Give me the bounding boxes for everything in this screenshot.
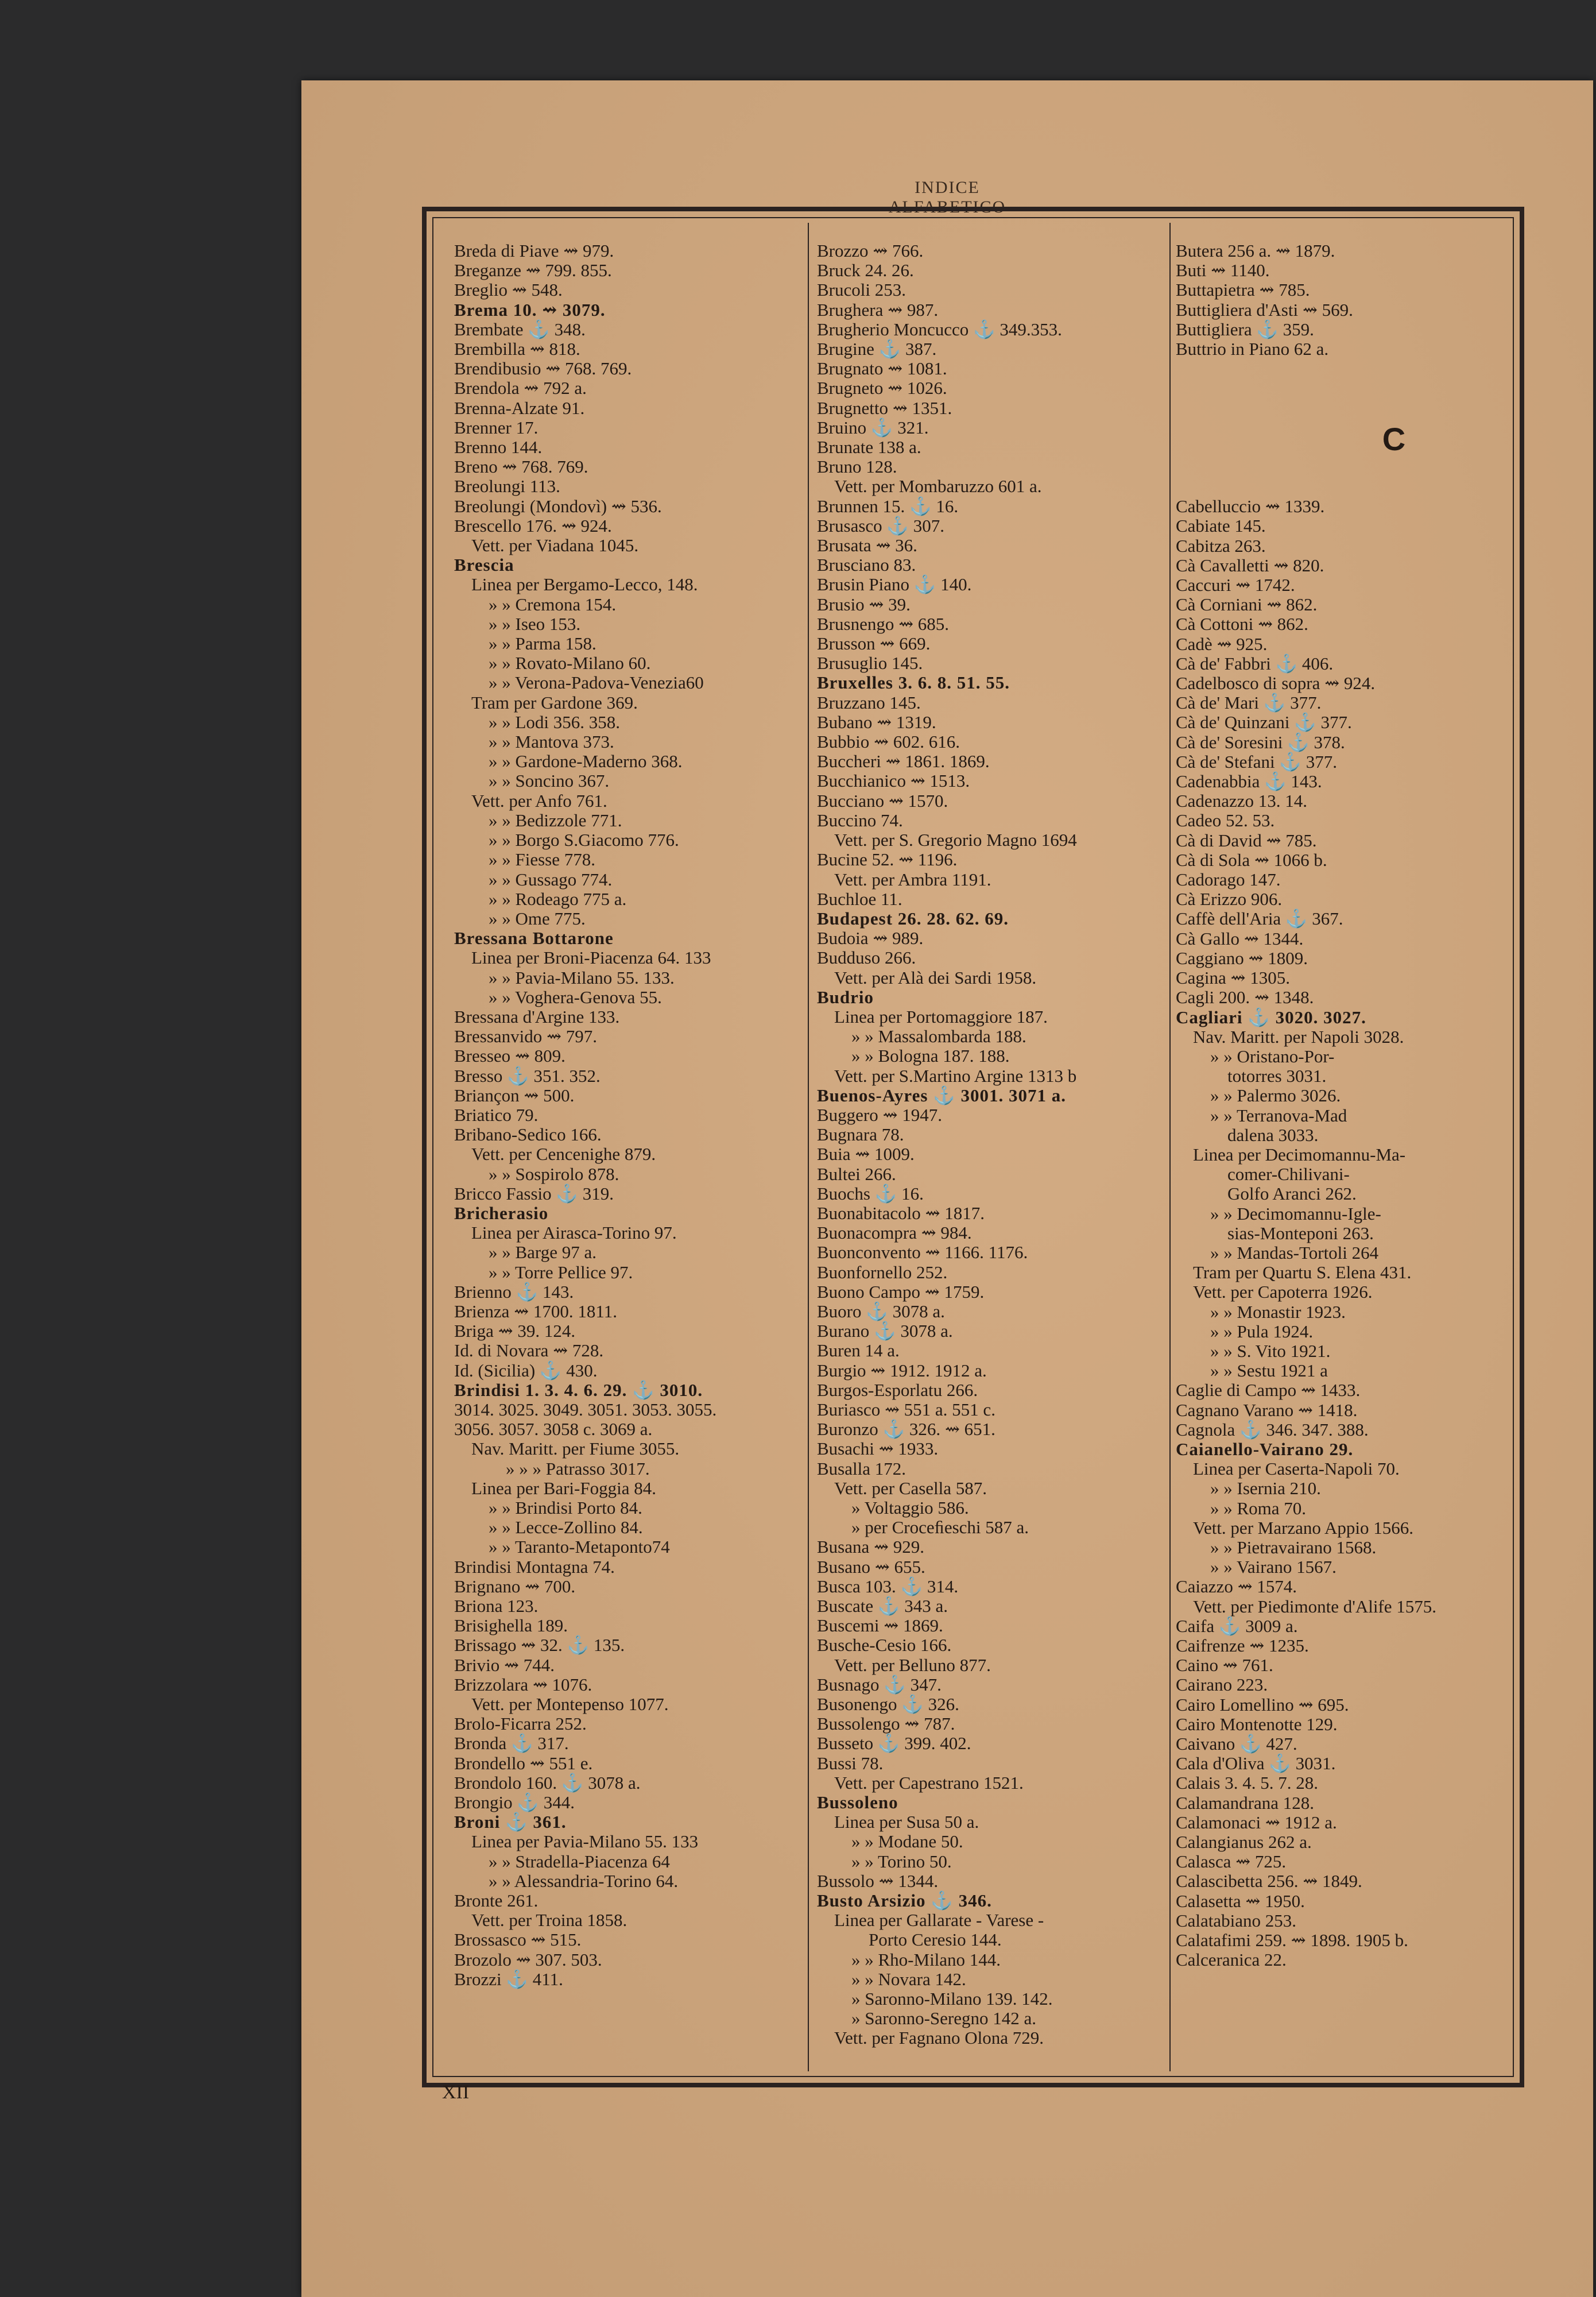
index-entry: » » Vairano 1567. bbox=[1210, 1557, 1337, 1577]
index-entry: Vett. per Casella 587. bbox=[834, 1478, 987, 1498]
index-entry: Breno ⇝ 768. 769. bbox=[454, 457, 588, 477]
index-entry: Brugnetto ⇝ 1351. bbox=[817, 397, 952, 418]
index-entry: Briga ⇝ 39. 124. bbox=[454, 1321, 576, 1341]
index-entry: Brindisi Montagna 74. bbox=[454, 1556, 615, 1577]
index-entry: » » Pula 1924. bbox=[1210, 1321, 1314, 1341]
index-entry: Buggero ⇝ 1947. bbox=[817, 1104, 942, 1125]
index-entry: Cagnola ⚓ 346. 347. 388. bbox=[1176, 1419, 1369, 1440]
index-column-2 bbox=[817, 241, 1167, 2048]
index-entry: » » Monastir 1923. bbox=[1210, 1301, 1346, 1322]
index-entry: » » Rovato-Milano 60. bbox=[489, 653, 651, 674]
index-entry: » » Brindisi Porto 84. bbox=[489, 1498, 642, 1518]
index-entry: 3014. 3025. 3049. 3051. 3053. 3055. bbox=[454, 1399, 717, 1420]
index-entry: Bronte 261. bbox=[454, 1890, 539, 1911]
index-entry: » » Lodi 356. 358. bbox=[489, 711, 621, 732]
index-entry: Vett. per Piedimonte d'Alife 1575. bbox=[1193, 1596, 1437, 1617]
index-entry: Linea per Bari-Foggia 84. bbox=[471, 1478, 656, 1498]
index-entry: Bruck 24. 26. bbox=[817, 260, 914, 281]
index-entry: Breolungi 113. bbox=[454, 476, 560, 497]
index-entry: Brenner 17. bbox=[454, 417, 539, 438]
index-entry: Bussolo ⇝ 1344. bbox=[817, 1870, 939, 1891]
index-entry: Vett. per Capoterra 1926. bbox=[1193, 1282, 1373, 1302]
index-entry: Buti ⇝ 1140. bbox=[1176, 260, 1270, 281]
index-entry: Brusson ⇝ 669. bbox=[817, 633, 931, 654]
index-entry: Brusasco ⚓ 307. bbox=[817, 515, 944, 536]
index-entry: Brolo-Ficarra 252. bbox=[454, 1714, 587, 1734]
index-entry: Linea per Caserta-Napoli 70. bbox=[1193, 1459, 1400, 1479]
index-entry: Brusin Piano ⚓ 140. bbox=[817, 574, 972, 595]
index-entry: Cà de' Stefani ⚓ 377. bbox=[1176, 751, 1337, 772]
index-entry: Busche-Cesio 166. bbox=[817, 1635, 952, 1656]
index-entry: Vett. per Mombaruzzo 601 a. bbox=[834, 476, 1042, 497]
index-entry: Bucchianico ⇝ 1513. bbox=[817, 771, 970, 791]
index-entry: Brozzo ⇝ 766. bbox=[817, 241, 924, 261]
index-entry: Tram per Quartu S. Elena 431. bbox=[1193, 1262, 1412, 1283]
index-entry: Breolungi (Mondovì) ⇝ 536. bbox=[454, 496, 662, 516]
index-column-3-bottom bbox=[1176, 497, 1509, 1970]
index-entry: Bresseo ⇝ 809. bbox=[454, 1046, 565, 1066]
index-entry: Id. (Sicilia) ⚓ 430. bbox=[454, 1360, 598, 1380]
index-entry: Butera 256 a. ⇝ 1879. bbox=[1176, 241, 1335, 261]
index-entry: Brissago ⇝ 32. ⚓ 135. bbox=[454, 1635, 625, 1656]
index-entry: Buoro ⚓ 3078 a. bbox=[817, 1301, 945, 1321]
index-entry: Budapest 26. 28. 62. 69. bbox=[817, 908, 1009, 929]
index-entry: Linea per Pavia-Milano 55. 133 bbox=[471, 1831, 699, 1852]
index-entry: Buttapietra ⇝ 785. bbox=[1176, 280, 1310, 300]
index-entry: Buttrio in Piano 62 a. bbox=[1176, 339, 1329, 359]
index-entry: Briançon ⇝ 500. bbox=[454, 1085, 575, 1105]
index-entry: Caiazzo ⇝ 1574. bbox=[1176, 1576, 1297, 1597]
index-entry: Breda di Piave ⇝ 979. bbox=[454, 241, 614, 261]
index-entry: Caianello-Vairano 29. bbox=[1176, 1438, 1354, 1459]
index-entry: Bruno 128. bbox=[817, 457, 897, 477]
index-entry: Buscate ⚓ 343 a. bbox=[817, 1596, 948, 1617]
index-entry: Bricco Fassio ⚓ 319. bbox=[454, 1183, 614, 1204]
index-entry: Brunate 138 a. bbox=[817, 437, 921, 458]
page-number: XII bbox=[442, 2082, 470, 2103]
index-entry: Vett. per Marzano Appio 1566. bbox=[1193, 1517, 1413, 1538]
index-entry: » » Massalombarda 188. bbox=[851, 1026, 1026, 1047]
column-rule-1 bbox=[808, 223, 809, 2071]
index-entry: Brusciano 83. bbox=[817, 555, 916, 575]
index-entry: Busano ⇝ 655. bbox=[817, 1556, 925, 1577]
index-entry: » » Torre Pellice 97. bbox=[489, 1262, 633, 1282]
index-frame bbox=[422, 207, 1524, 2087]
index-entry: Brugine ⚓ 387. bbox=[817, 339, 937, 359]
index-entry: Budduso 266. bbox=[817, 948, 916, 968]
index-entry: Calceranica 22. bbox=[1176, 1950, 1287, 1970]
index-entry: Busto Arsizio ⚓ 346. bbox=[817, 1890, 992, 1911]
index-entry: Cà de' Soresini ⚓ 378. bbox=[1176, 732, 1345, 752]
index-entry: » » Soncino 367. bbox=[489, 771, 610, 791]
index-entry: Brema 10. ⇝ 3079. bbox=[454, 299, 606, 320]
index-entry: Vett. per Viadana 1045. bbox=[471, 535, 639, 556]
index-entry: Busca 103. ⚓ 314. bbox=[817, 1576, 959, 1596]
index-entry: Brescia bbox=[454, 555, 514, 575]
index-entry: Cà Gallo ⇝ 1344. bbox=[1176, 928, 1304, 949]
index-entry: » » Lecce-Zollino 84. bbox=[489, 1517, 643, 1538]
index-entry: Caccuri ⇝ 1742. bbox=[1176, 575, 1295, 595]
index-entry: Vett. per Capestrano 1521. bbox=[834, 1772, 1024, 1793]
index-entry: 3056. 3057. 3058 c. 3069 a. bbox=[454, 1419, 653, 1440]
index-entry: Golfo Aranci 262. bbox=[1227, 1184, 1357, 1204]
index-entry: Busnago ⚓ 347. bbox=[817, 1674, 942, 1695]
index-entry: Buccino 74. bbox=[817, 810, 903, 830]
index-entry: Cadeo 52. 53. bbox=[1176, 810, 1275, 831]
index-entry: » » Isernia 210. bbox=[1210, 1478, 1321, 1499]
index-entry: Calatabiano 253. bbox=[1176, 1910, 1297, 1931]
index-entry: Briatico 79. bbox=[454, 1104, 539, 1125]
index-entry: » per Croceﬁeschi 587 a. bbox=[851, 1517, 1029, 1538]
index-entry: » » Bedizzole 771. bbox=[489, 810, 622, 830]
index-entry: Cà Corniani ⇝ 862. bbox=[1176, 594, 1318, 615]
index-entry: Brisighella 189. bbox=[454, 1615, 568, 1636]
index-entry: » » Stradella-Piacenza 64 bbox=[489, 1851, 670, 1871]
index-entry: Bussi 78. bbox=[817, 1753, 884, 1773]
index-entry: Brienza ⇝ 1700. 1811. bbox=[454, 1301, 617, 1321]
index-entry: Cagliari ⚓ 3020. 3027. bbox=[1176, 1007, 1366, 1027]
index-entry: Nav. Maritt. per Fiume 3055. bbox=[471, 1438, 680, 1459]
index-entry: » » Voghera-Genova 55. bbox=[489, 987, 662, 1007]
index-entry: Buttigliera ⚓ 359. bbox=[1176, 319, 1314, 339]
index-entry: » » Sestu 1921 a bbox=[1210, 1360, 1328, 1381]
index-entry: Brienno ⚓ 143. bbox=[454, 1281, 574, 1302]
index-entry: Cadenazzo 13. 14. bbox=[1176, 791, 1307, 811]
index-entry: Broni ⚓ 361. bbox=[454, 1812, 567, 1832]
index-entry: Bressana Bottarone bbox=[454, 928, 614, 949]
index-entry: Calatafimi 259. ⇝ 1898. 1905 b. bbox=[1176, 1930, 1408, 1951]
index-entry: Vett. per S. Gregorio Magno 1694 bbox=[834, 830, 1077, 850]
index-entry: Buochs ⚓ 16. bbox=[817, 1183, 924, 1204]
index-entry: Caifa ⚓ 3009 a. bbox=[1176, 1615, 1298, 1636]
index-entry: Brusuglio 145. bbox=[817, 653, 923, 674]
index-entry: Calasetta ⇝ 1950. bbox=[1176, 1890, 1305, 1911]
index-entry: Brondello ⇝ 551 e. bbox=[454, 1753, 593, 1773]
index-entry: Caggiano ⇝ 1809. bbox=[1176, 948, 1308, 968]
index-entry: » » Torino 50. bbox=[851, 1851, 952, 1871]
index-entry: » » Novara 142. bbox=[851, 1969, 966, 1989]
index-entry: Caivano ⚓ 427. bbox=[1176, 1734, 1297, 1754]
index-entry: Linea per Airasca-Torino 97. bbox=[471, 1223, 677, 1243]
index-entry: Cà de' Quinzani ⚓ 377. bbox=[1176, 712, 1352, 733]
index-entry: Cà de' Mari ⚓ 377. bbox=[1176, 693, 1322, 713]
index-entry: Bultei 266. bbox=[817, 1163, 896, 1184]
index-entry: totorres 3031. bbox=[1227, 1066, 1327, 1086]
index-entry: » » Verona-Padova-Venezia60 bbox=[489, 672, 704, 693]
index-entry: Cà Cavalletti ⇝ 820. bbox=[1176, 555, 1324, 575]
index-entry: Brenna-Alzate 91. bbox=[454, 397, 585, 418]
index-entry: Brignano ⇝ 700. bbox=[454, 1576, 576, 1596]
index-entry: Buonabitacolo ⇝ 1817. bbox=[817, 1202, 985, 1223]
index-entry: Buscemi ⇝ 1869. bbox=[817, 1615, 943, 1636]
index-entry: Id. di Novara ⇝ 728. bbox=[454, 1340, 604, 1361]
index-entry: » » Decimomannu-Igle- bbox=[1210, 1203, 1381, 1224]
index-entry: Bussoleno bbox=[817, 1792, 898, 1813]
index-entry: Busana ⇝ 929. bbox=[817, 1537, 924, 1557]
index-entry: Burgio ⇝ 1912. 1912 a. bbox=[817, 1360, 987, 1380]
index-entry: Cagli 200. ⇝ 1348. bbox=[1176, 987, 1314, 1008]
index-entry: Brembilla ⇝ 818. bbox=[454, 339, 580, 359]
index-entry: Buttigliera d'Asti ⇝ 569. bbox=[1176, 299, 1353, 320]
index-entry: Bruino ⚓ 321. bbox=[817, 417, 929, 438]
index-entry: Brongio ⚓ 344. bbox=[454, 1792, 575, 1813]
index-entry: Bricherasio bbox=[454, 1202, 549, 1223]
index-entry: Breganze ⇝ 799. 855. bbox=[454, 260, 612, 281]
index-entry: Burano ⚓ 3078 a. bbox=[817, 1321, 953, 1341]
index-entry: Calais 3. 4. 5. 7. 28. bbox=[1176, 1773, 1318, 1793]
index-entry: Linea per Decimomannu-Ma- bbox=[1193, 1144, 1406, 1165]
index-entry: Brozolo ⇝ 307. 503. bbox=[454, 1949, 602, 1970]
index-entry: Buriasco ⇝ 551 a. 551 c. bbox=[817, 1399, 995, 1420]
index-entry: Brizzolara ⇝ 1076. bbox=[454, 1674, 592, 1695]
index-entry: Bressanvido ⇝ 797. bbox=[454, 1026, 597, 1047]
index-entry: Brendibusio ⇝ 768. 769. bbox=[454, 358, 632, 379]
index-entry: Cà Erizzo 906. bbox=[1176, 889, 1283, 910]
index-entry: Buia ⇝ 1009. bbox=[817, 1144, 915, 1165]
index-entry: Cagnano Varano ⇝ 1418. bbox=[1176, 1399, 1358, 1420]
index-entry: Brivio ⇝ 744. bbox=[454, 1654, 555, 1675]
index-entry: Brusio ⇝ 39. bbox=[817, 594, 911, 614]
index-entry: Busonengo ⚓ 326. bbox=[817, 1694, 959, 1715]
index-entry: Buren 14 a. bbox=[817, 1340, 900, 1361]
index-entry: Bresso ⚓ 351. 352. bbox=[454, 1065, 601, 1086]
index-entry: » » Sospirolo 878. bbox=[489, 1163, 619, 1184]
index-entry: Brindisi 1. 3. 4. 6. 29. ⚓ 3010. bbox=[454, 1379, 703, 1400]
index-entry: Bressana d'Argine 133. bbox=[454, 1006, 620, 1027]
index-entry: » » Fiesse 778. bbox=[489, 849, 595, 870]
index-entry: Caino ⇝ 761. bbox=[1176, 1655, 1273, 1676]
index-entry: Brunnen 15. ⚓ 16. bbox=[817, 496, 959, 516]
index-entry: Bucciano ⇝ 1570. bbox=[817, 790, 948, 811]
index-entry: Cà Cottoni ⇝ 862. bbox=[1176, 614, 1308, 635]
index-entry: Buenos-Ayres ⚓ 3001. 3071 a. bbox=[817, 1085, 1067, 1105]
index-entry: Calamonaci ⇝ 1912 a. bbox=[1176, 1812, 1337, 1832]
index-entry: Busalla 172. bbox=[817, 1458, 906, 1479]
index-entry: comer-Chilivani- bbox=[1227, 1164, 1350, 1185]
index-column-3 bbox=[1176, 241, 1509, 1970]
index-entry: » » Palermo 3026. bbox=[1210, 1085, 1341, 1106]
index-entry: Budoia ⇝ 989. bbox=[817, 928, 924, 949]
index-entry: Cabitza 263. bbox=[1176, 535, 1266, 556]
index-entry: Cadelbosco di sopra ⇝ 924. bbox=[1176, 673, 1376, 694]
index-entry: Cairano 223. bbox=[1176, 1675, 1268, 1695]
index-entry: Calangianus 262 a. bbox=[1176, 1832, 1312, 1853]
index-entry: Cadè ⇝ 925. bbox=[1176, 633, 1268, 654]
index-entry: Caglie di Campo ⇝ 1433. bbox=[1176, 1380, 1361, 1401]
index-entry: Calasca ⇝ 725. bbox=[1176, 1851, 1287, 1872]
index-entry: Vett. per Belluno 877. bbox=[834, 1654, 991, 1675]
index-entry: Vett. per Alà dei Sardi 1958. bbox=[834, 967, 1037, 988]
index-entry: Vett. per Troina 1858. bbox=[471, 1910, 627, 1931]
index-entry: » » Oristano-Por- bbox=[1210, 1046, 1335, 1066]
index-entry: » » Gardone-Maderno 368. bbox=[489, 751, 683, 772]
index-entry: Vett. per Anfo 761. bbox=[471, 790, 607, 811]
index-entry: Brugherio Moncucco ⚓ 349.353. bbox=[817, 319, 1062, 339]
index-entry: Cala d'Oliva ⚓ 3031. bbox=[1176, 1753, 1336, 1774]
index-entry: » » Ome 775. bbox=[489, 908, 586, 929]
index-entry: Bucine 52. ⇝ 1196. bbox=[817, 849, 958, 870]
index-entry: » » Mandas-Tortoli 264 bbox=[1210, 1242, 1379, 1263]
index-entry: Linea per Gallarate - Varese - bbox=[834, 1910, 1044, 1931]
index-entry: » » Rho-Milano 144. bbox=[851, 1949, 1001, 1970]
index-entry: Linea per Susa 50 a. bbox=[834, 1812, 979, 1832]
index-entry: Breglio ⇝ 548. bbox=[454, 280, 563, 300]
index-entry: » » Bologna 187. 188. bbox=[851, 1046, 1010, 1066]
index-entry: » » Alessandria-Torino 64. bbox=[489, 1870, 679, 1891]
index-entry: Cabelluccio ⇝ 1339. bbox=[1176, 496, 1325, 517]
index-entry: Brescello 176. ⇝ 924. bbox=[454, 515, 612, 536]
index-entry: » » S. Vito 1921. bbox=[1210, 1340, 1331, 1361]
index-entry: Cagina ⇝ 1305. bbox=[1176, 968, 1291, 988]
spacer bbox=[1176, 474, 1509, 497]
index-entry: » » Borgo S.Giacomo 776. bbox=[489, 830, 679, 850]
index-entry: Bronda ⚓ 317. bbox=[454, 1733, 569, 1754]
index-entry: Calamandrana 128. bbox=[1176, 1792, 1315, 1813]
index-entry: Buronzo ⚓ 326. ⇝ 651. bbox=[817, 1419, 995, 1440]
index-entry: Cairo Montenotte 129. bbox=[1176, 1714, 1338, 1734]
index-entry: Caifrenze ⇝ 1235. bbox=[1176, 1635, 1309, 1656]
index-entry: » » Modane 50. bbox=[851, 1831, 963, 1852]
index-entry: Cà di Sola ⇝ 1066 b. bbox=[1176, 849, 1327, 870]
index-entry: Brondolo 160. ⚓ 3078 a. bbox=[454, 1772, 641, 1793]
index-entry: » » Pavia-Milano 55. 133. bbox=[489, 967, 675, 988]
index-entry: Linea per Portomaggiore 187. bbox=[834, 1006, 1048, 1027]
index-entry: Bugnara 78. bbox=[817, 1124, 904, 1145]
index-entry: » » Pietravairano 1568. bbox=[1210, 1537, 1377, 1557]
index-entry: Budrio bbox=[817, 987, 874, 1007]
index-entry: dalena 3033. bbox=[1227, 1124, 1319, 1145]
index-entry: Busachi ⇝ 1933. bbox=[817, 1438, 939, 1459]
index-entry: Nav. Maritt. per Napoli 3028. bbox=[1193, 1026, 1404, 1047]
index-entry: Brugneto ⇝ 1026. bbox=[817, 378, 947, 399]
index-entry: Briona 123. bbox=[454, 1596, 539, 1617]
index-entry: Buchloe 11. bbox=[817, 888, 902, 909]
index-entry: Bribano-Sedico 166. bbox=[454, 1124, 602, 1145]
index-entry: Busseto ⚓ 399. 402. bbox=[817, 1733, 971, 1754]
index-entry: Cabiate 145. bbox=[1176, 516, 1266, 536]
index-entry: Calascibetta 256. ⇝ 1849. bbox=[1176, 1871, 1362, 1892]
index-entry: » » Barge 97 a. bbox=[489, 1242, 596, 1263]
index-entry: Porto Ceresio 144. bbox=[869, 1929, 1002, 1950]
index-entry: Vett. per Fagnano Olona 729. bbox=[834, 2028, 1044, 2048]
index-entry: » » Cremona 154. bbox=[489, 594, 617, 614]
index-entry: Brenno 144. bbox=[454, 437, 543, 458]
spacer bbox=[1176, 359, 1509, 405]
index-entry: Vett. per S.Martino Argine 1313 b bbox=[834, 1065, 1077, 1086]
index-entry: Buonconvento ⇝ 1166. 1176. bbox=[817, 1242, 1028, 1263]
index-column-1 bbox=[454, 241, 793, 1989]
index-entry: Vett. per Cencenighe 879. bbox=[471, 1144, 656, 1165]
index-entry: Buonacompra ⇝ 984. bbox=[817, 1223, 972, 1243]
index-entry: » » Parma 158. bbox=[489, 633, 596, 654]
index-entry: Bussolengo ⇝ 787. bbox=[817, 1714, 955, 1734]
index-entry: Buonfornello 252. bbox=[817, 1262, 948, 1282]
index-entry: Buono Campo ⇝ 1759. bbox=[817, 1281, 985, 1302]
index-entry: Brendola ⇝ 792 a. bbox=[454, 378, 587, 399]
index-entry: Cà de' Fabbri ⚓ 406. bbox=[1176, 653, 1334, 674]
index-column-3-top bbox=[1176, 241, 1509, 359]
index-entry: Brossasco ⇝ 515. bbox=[454, 1929, 582, 1950]
index-entry: Brucoli 253. bbox=[817, 280, 906, 300]
index-entry: » » Iseo 153. bbox=[489, 613, 581, 634]
index-entry: » » Mantova 373. bbox=[489, 732, 614, 752]
index-entry: » » Rodeago 775 a. bbox=[489, 888, 627, 909]
index-entry: » » Terranova-Mad bbox=[1210, 1105, 1347, 1126]
page-header: INDICE ALFABETICO bbox=[888, 178, 1006, 216]
index-entry: » Saronno-Seregno 142 a. bbox=[851, 2008, 1036, 2029]
index-entry: Bruzzano 145. bbox=[817, 692, 921, 713]
index-entry: Brusata ⇝ 36. bbox=[817, 535, 917, 556]
index-entry: Bubano ⇝ 1319. bbox=[817, 711, 936, 732]
index-entry: Cairo Lomellino ⇝ 695. bbox=[1176, 1694, 1349, 1715]
index-entry: Bubbio ⇝ 602. 616. bbox=[817, 732, 960, 752]
index-entry: Cadorago 147. bbox=[1176, 869, 1281, 890]
index-entry: Cà di David ⇝ 785. bbox=[1176, 830, 1317, 850]
index-entry: sias-Monteponi 263. bbox=[1227, 1223, 1374, 1243]
index-entry: » Voltaggio 586. bbox=[851, 1498, 969, 1518]
index-entry: Cadenabbia ⚓ 143. bbox=[1176, 771, 1322, 792]
index-entry: Caffè dell'Aria ⚓ 367. bbox=[1176, 908, 1343, 929]
letter-heading: C bbox=[1382, 421, 1406, 458]
index-entry: » » Taranto-Metaponto74 bbox=[489, 1537, 670, 1557]
index-entry: Brughera ⇝ 987. bbox=[817, 299, 939, 320]
index-entry: » Saronno-Milano 139. 142. bbox=[851, 1989, 1053, 2009]
index-entry: Brusnengo ⇝ 685. bbox=[817, 613, 950, 634]
index-entry: Brugnato ⇝ 1081. bbox=[817, 358, 947, 379]
index-entry: Bruxelles 3. 6. 8. 51. 55. bbox=[817, 672, 1010, 693]
index-entry: Brembate ⚓ 348. bbox=[454, 319, 586, 339]
index-entry: Vett. per Ambra 1191. bbox=[834, 869, 991, 890]
index-entry: Vett. per Montepenso 1077. bbox=[471, 1694, 669, 1715]
index-entry: » » » Patrasso 3017. bbox=[506, 1458, 650, 1479]
index-entry: Buccheri ⇝ 1861. 1869. bbox=[817, 751, 990, 772]
index-entry: » » Gussago 774. bbox=[489, 869, 613, 890]
index-entry: Linea per Bergamo-Lecco, 148. bbox=[471, 574, 698, 595]
index-entry: Linea per Broni-Piacenza 64. 133 bbox=[471, 948, 711, 968]
index-entry: Burgos-Esporlatu 266. bbox=[817, 1379, 978, 1400]
column-rule-2 bbox=[1169, 223, 1171, 2071]
index-entry: » » Roma 70. bbox=[1210, 1498, 1307, 1518]
index-entry: Brozzi ⚓ 411. bbox=[454, 1969, 563, 1989]
index-entry: Tram per Gardone 369. bbox=[471, 692, 638, 713]
